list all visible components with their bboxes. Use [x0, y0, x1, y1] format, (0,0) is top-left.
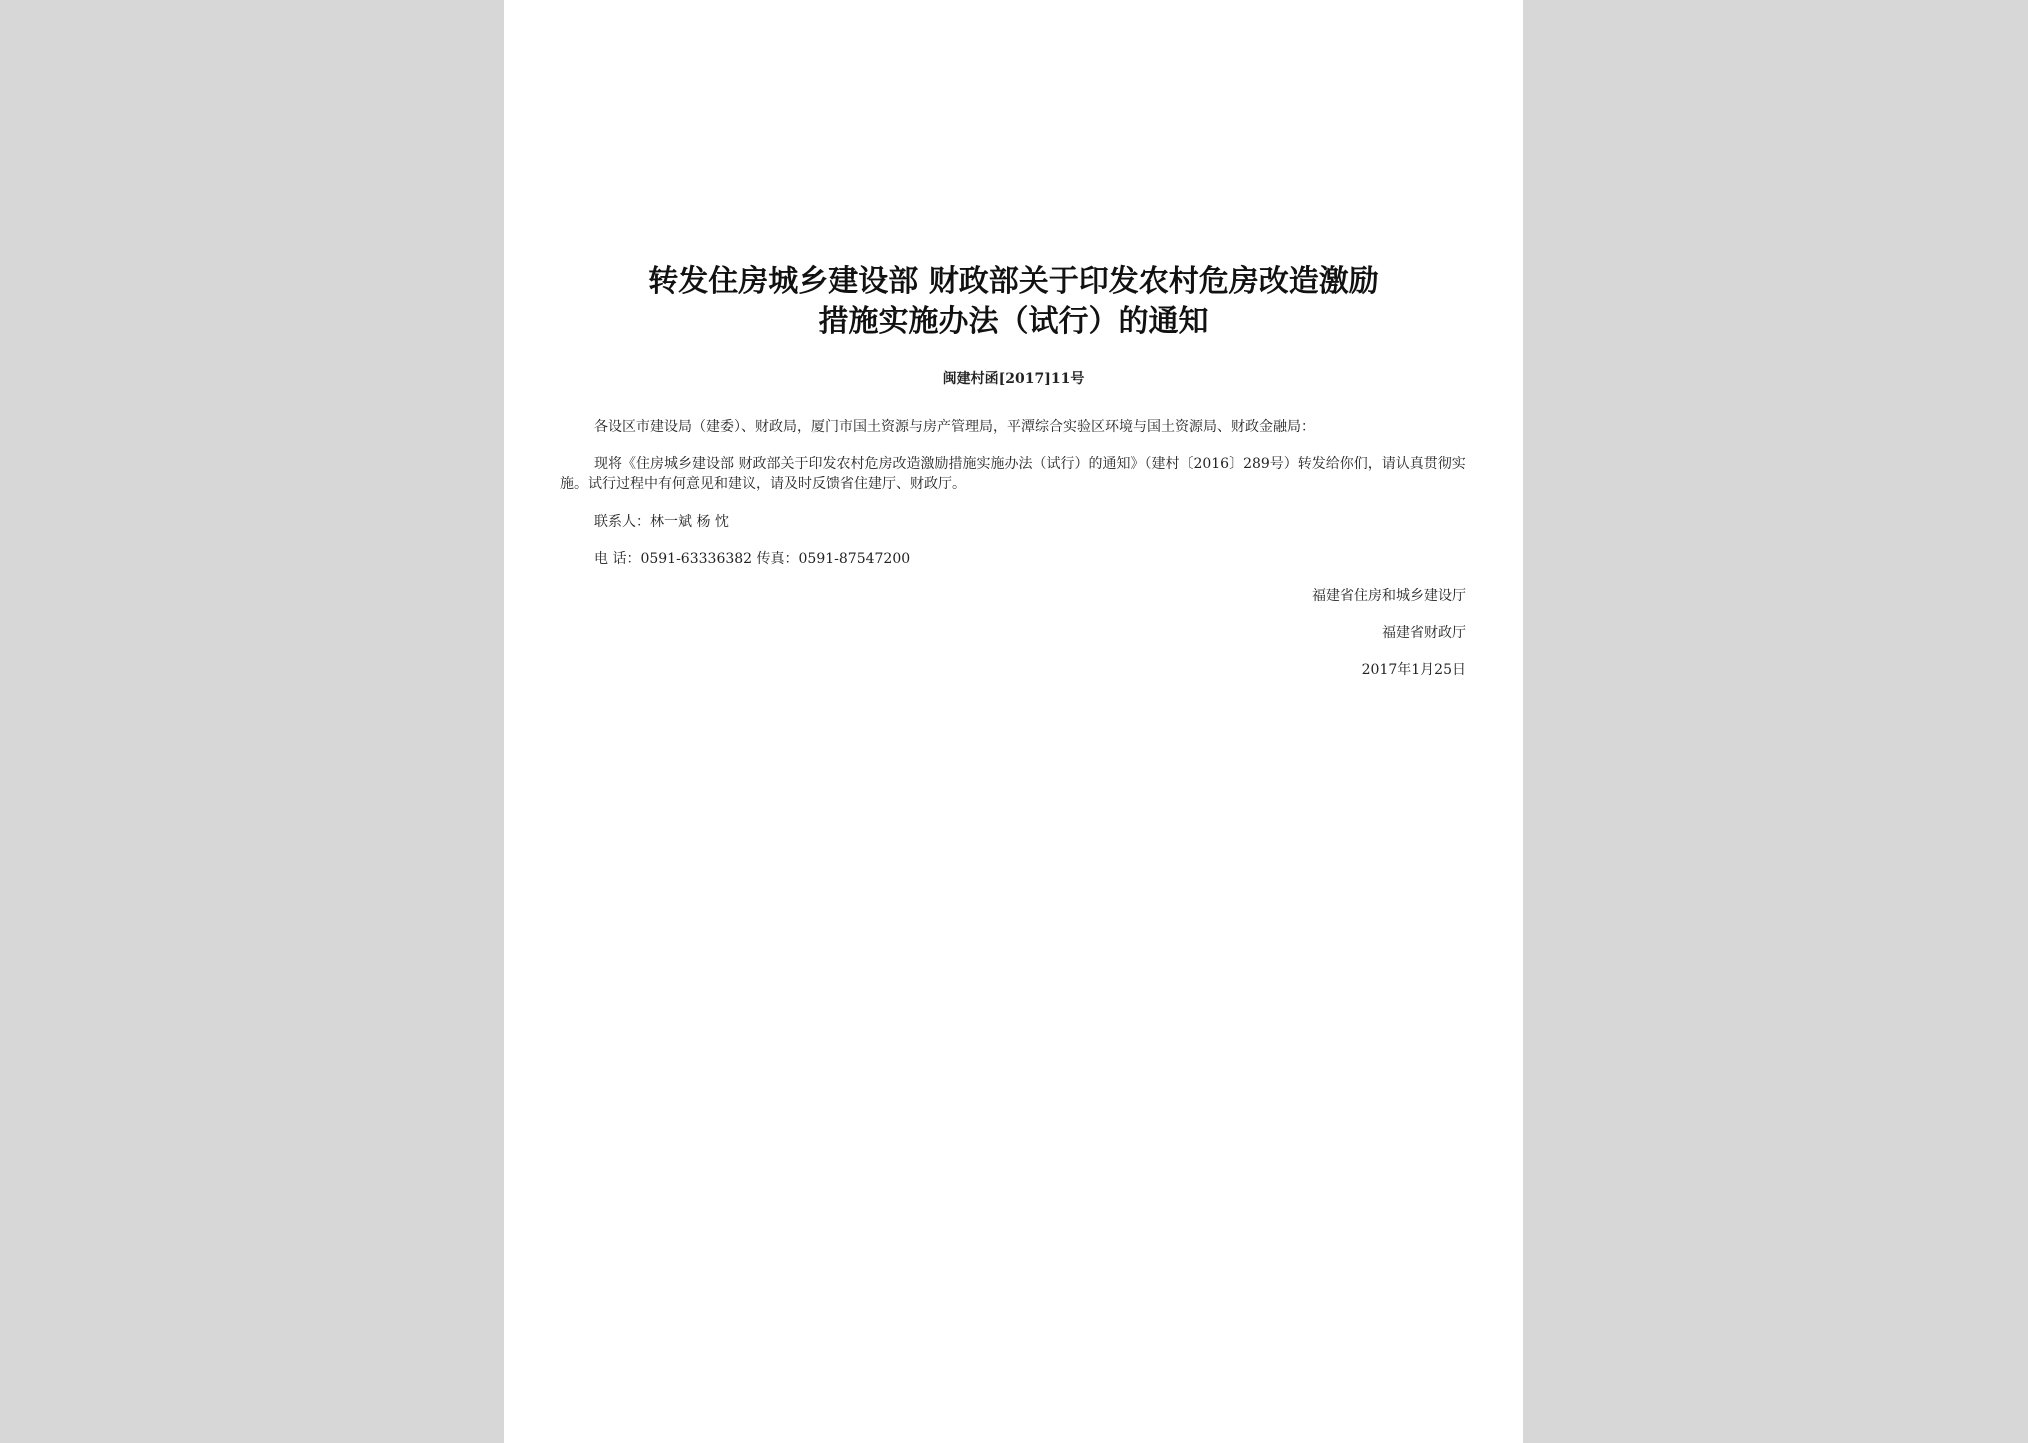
- document-page: [504, 0, 1523, 1443]
- phone-line: 电 话：0591-63336382 传真：0591-87547200: [594, 551, 911, 567]
- contact-line: 联系人：林一斌 杨 忱: [594, 514, 729, 530]
- title-line-2: 措施实施办法（试行）的通知: [818, 304, 1209, 339]
- addressee-paragraph: 各设区市建设局（建委）、财政局，厦门市国土资源与房产管理局，平潭综合实验区环境与国土资源局、财政金融局：: [594, 419, 1315, 435]
- document-title: [544, 262, 1483, 342]
- body-paragraph: 现将《住房城乡建设部 财政部关于印发农村危房改造激励措施实施办法（试行）的通知》（建村〔2016〕289号）转发给你们，请认真贯彻实施。试行过程中有何意见和建议，请及时反馈省住建厅、财政厅。: [560, 456, 1466, 492]
- document-number: 闽建村函[2017]11号: [942, 371, 1085, 387]
- issuer-finance-department: 福建省财政厅: [1382, 625, 1466, 641]
- issue-date: 2017年1月25日: [1361, 662, 1466, 678]
- issuer-housing-department: 福建省住房和城乡建设厅: [1312, 588, 1466, 604]
- title-line-1: 转发住房城乡建设部 财政部关于印发农村危房改造激励: [648, 264, 1379, 299]
